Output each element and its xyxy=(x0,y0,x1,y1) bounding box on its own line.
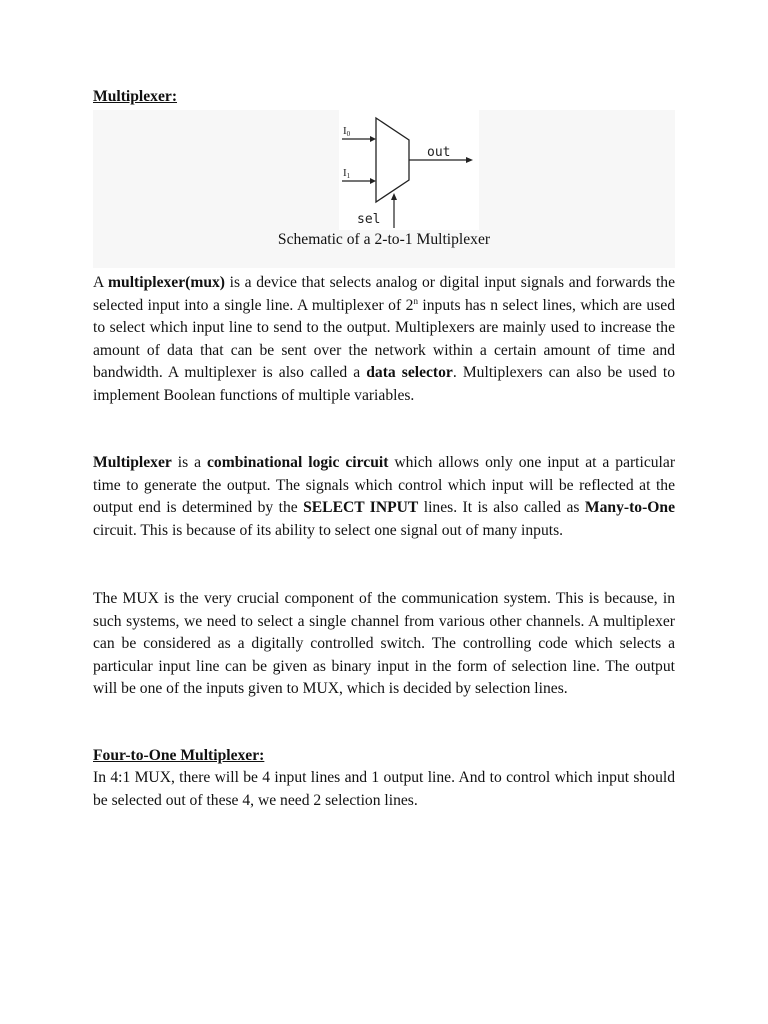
heading-four-to-one: Four-to-One Multiplexer: xyxy=(93,747,265,764)
input0-label: I0 xyxy=(343,125,351,138)
paragraph-definition: A multiplexer(mux) is a device that selects analog or digital input signals and forwards the selected input into a single line. A multiplexer of 2$^n$ inputs has n select lines, which are used to select which input line to send to the output. Multiplexers are mainly used to increase the amount of data that can be sent over the network within a certain amount of time and bandwidth. A multiplexer is also called a data selector. Multiplexers can also be used to implement Boolean functions of multiple variables. xyxy=(93,274,675,404)
output-label: out xyxy=(427,145,451,160)
paragraph-four-to-one: In 4:1 MUX, there will be 4 input lines and 1 output line. And to control which input should be selected out of these 4, we need 2 selection lines. xyxy=(93,769,675,809)
mux-schematic xyxy=(339,110,479,230)
heading-multiplexer: Multiplexer: xyxy=(93,88,178,105)
figure-caption: Schematic of a 2-to-1 Multiplexer xyxy=(277,231,491,248)
paragraph-combinational: Multiplexer is a combinational logic circuit which allows only one input at a particular time to generate the output. The signals which control which input will be reflected at the output end is determined by the SELECT INPUT lines. It is also called as Many-to-One circuit. This is because of its ability to select one signal out of many inputs. xyxy=(93,454,676,539)
select-label: sel xyxy=(357,212,381,227)
input1-label: I1 xyxy=(343,167,351,180)
paragraph-communication: The MUX is the very crucial component of the communication system. This is because, in such systems, we need to select a single channel from various other channels. A multiplexer can be considered as a digitally controlled switch. The controlling code which selects a particular input line can be given as binary input in the form of selection line. The output will be one of the inputs given to MUX, which is decided by selection lines. xyxy=(93,590,675,698)
